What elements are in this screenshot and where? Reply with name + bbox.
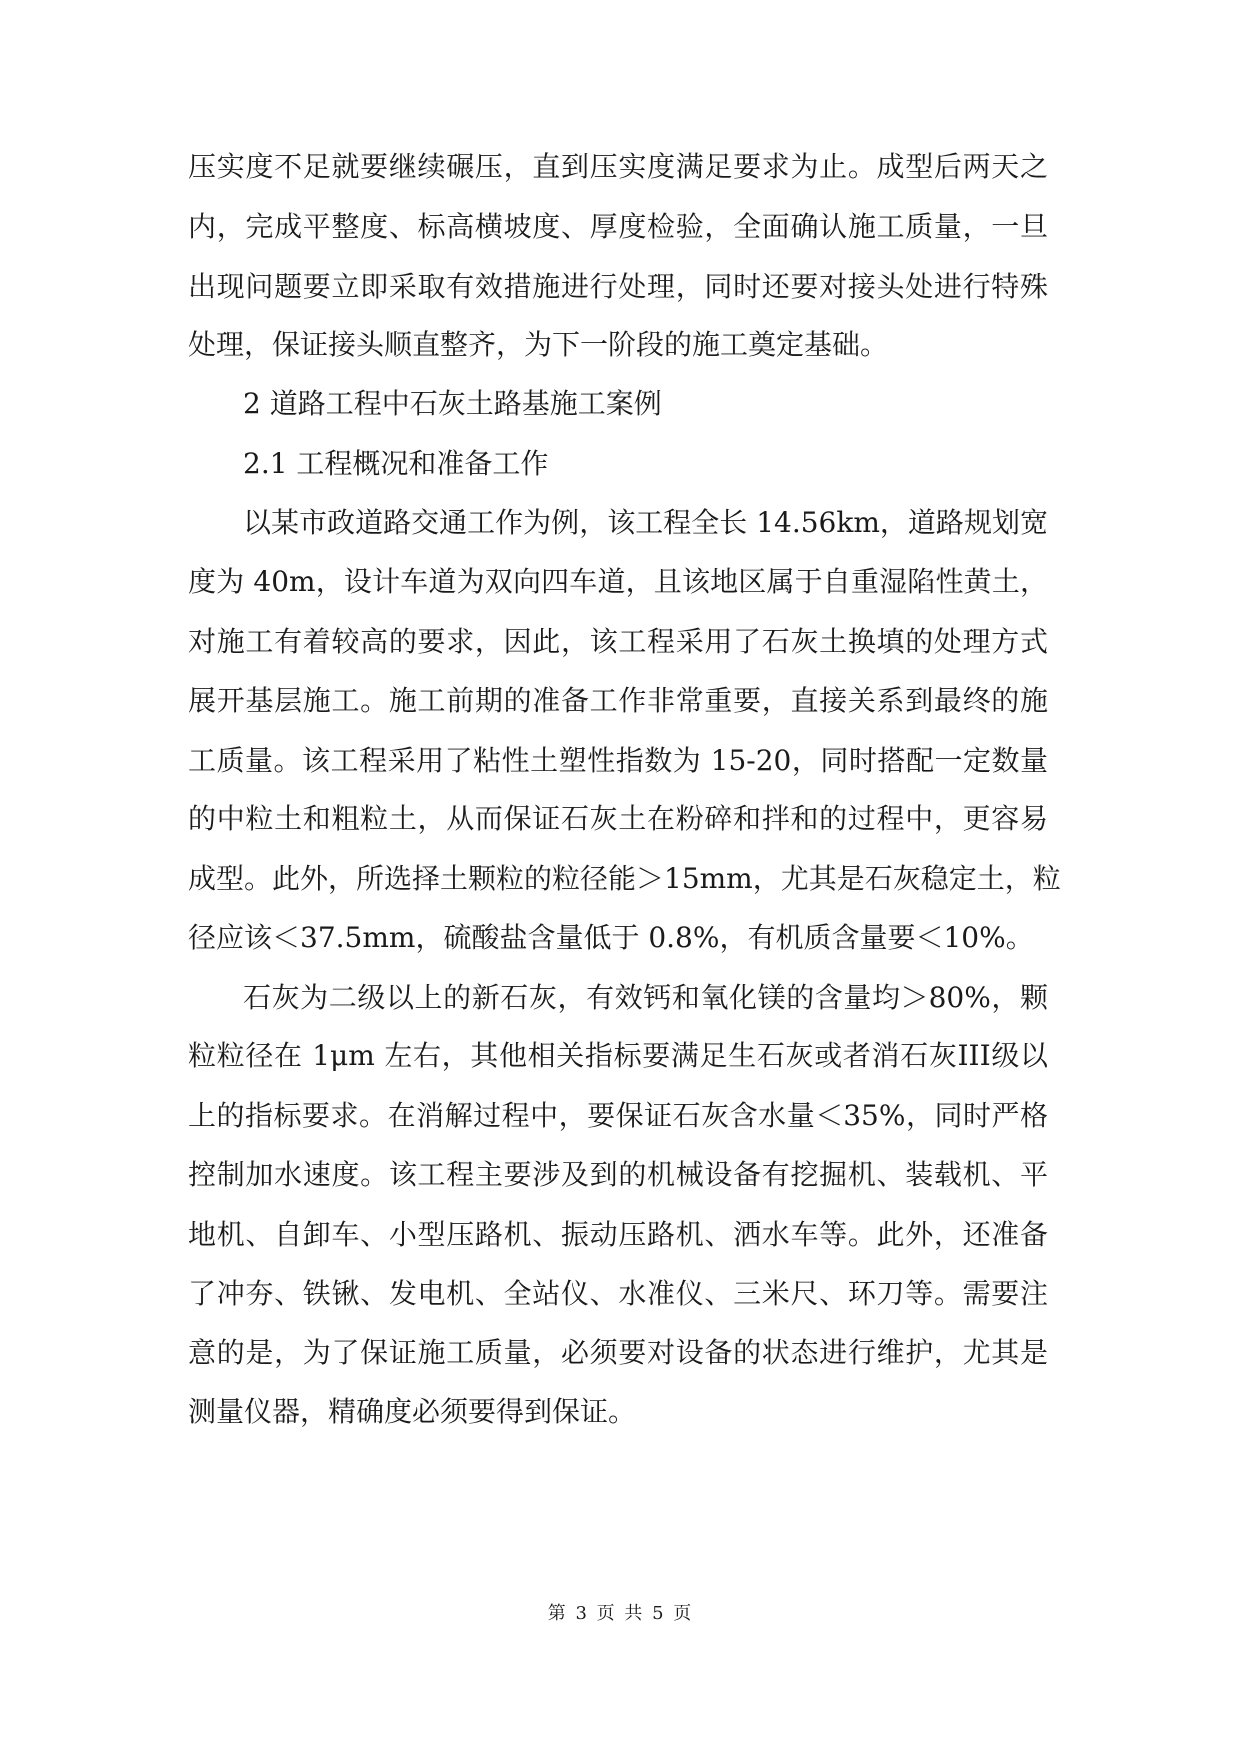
text-line: 粒粒径在 1μm 左右，其他相关指标要满足生石灰或者消石灰III级以	[188, 1039, 1048, 1072]
text-line: 工质量。该工程采用了粘性土塑性指数为 15-20，同时搭配一定数量	[188, 744, 1048, 777]
section-heading: 2 道路工程中石灰土路基施工案例	[243, 387, 662, 420]
text-line: 上的指标要求。在消解过程中，要保证石灰含水量＜35%，同时严格	[188, 1099, 1048, 1132]
text-line: 展开基层施工。施工前期的准备工作非常重要，直接关系到最终的施	[188, 684, 1048, 717]
subsection-heading: 2.1 工程概况和准备工作	[243, 447, 549, 480]
text-line: 控制加水速度。该工程主要涉及到的机械设备有挖掘机、装载机、平	[188, 1158, 1048, 1191]
text-line: 径应该＜37.5mm，硫酸盐含量低于 0.8%，有机质含量要＜10%。	[188, 921, 1034, 954]
text-line: 出现问题要立即采取有效措施进行处理，同时还要对接头处进行特殊	[188, 270, 1048, 303]
text-line: 处理，保证接头顺直整齐，为下一阶段的施工奠定基础。	[188, 328, 889, 361]
text-line: 测量仪器，精确度必须要得到保证。	[188, 1395, 637, 1428]
text-line: 的中粒土和粗粒土，从而保证石灰土在粉碎和拌和的过程中，更容易	[188, 802, 1048, 835]
text-line: 度为 40m，设计车道为双向四车道，且该地区属于自重湿陷性黄土，	[188, 565, 1048, 598]
text-line: 意的是，为了保证施工质量，必须要对设备的状态进行维护，尤其是	[188, 1336, 1048, 1369]
text-line: 压实度不足就要继续碾压，直到压实度满足要求为止。成型后两天之	[188, 150, 1048, 183]
text-line: 以某市政道路交通工作为例，该工程全长 14.56km，道路规划宽	[243, 506, 1048, 539]
text-line: 了冲夯、铁锹、发电机、全站仪、水准仪、三米尺、环刀等。需要注	[188, 1277, 1048, 1310]
text-line: 地机、自卸车、小型压路机、振动压路机、洒水车等。此外，还准备	[188, 1218, 1048, 1251]
text-line: 成型。此外，所选择土颗粒的粒径能＞15mm，尤其是石灰稳定土，粒	[188, 862, 1061, 895]
text-line: 内，完成平整度、标高横坡度、厚度检验，全面确认施工质量，一旦	[188, 210, 1048, 243]
text-line: 对施工有着较高的要求，因此，该工程采用了石灰土换填的处理方式	[188, 625, 1048, 658]
page-footer: 第 3 页 共 5 页	[547, 1603, 694, 1624]
text-line: 石灰为二级以上的新石灰，有效钙和氧化镁的含量均＞80%，颗	[243, 981, 1048, 1014]
